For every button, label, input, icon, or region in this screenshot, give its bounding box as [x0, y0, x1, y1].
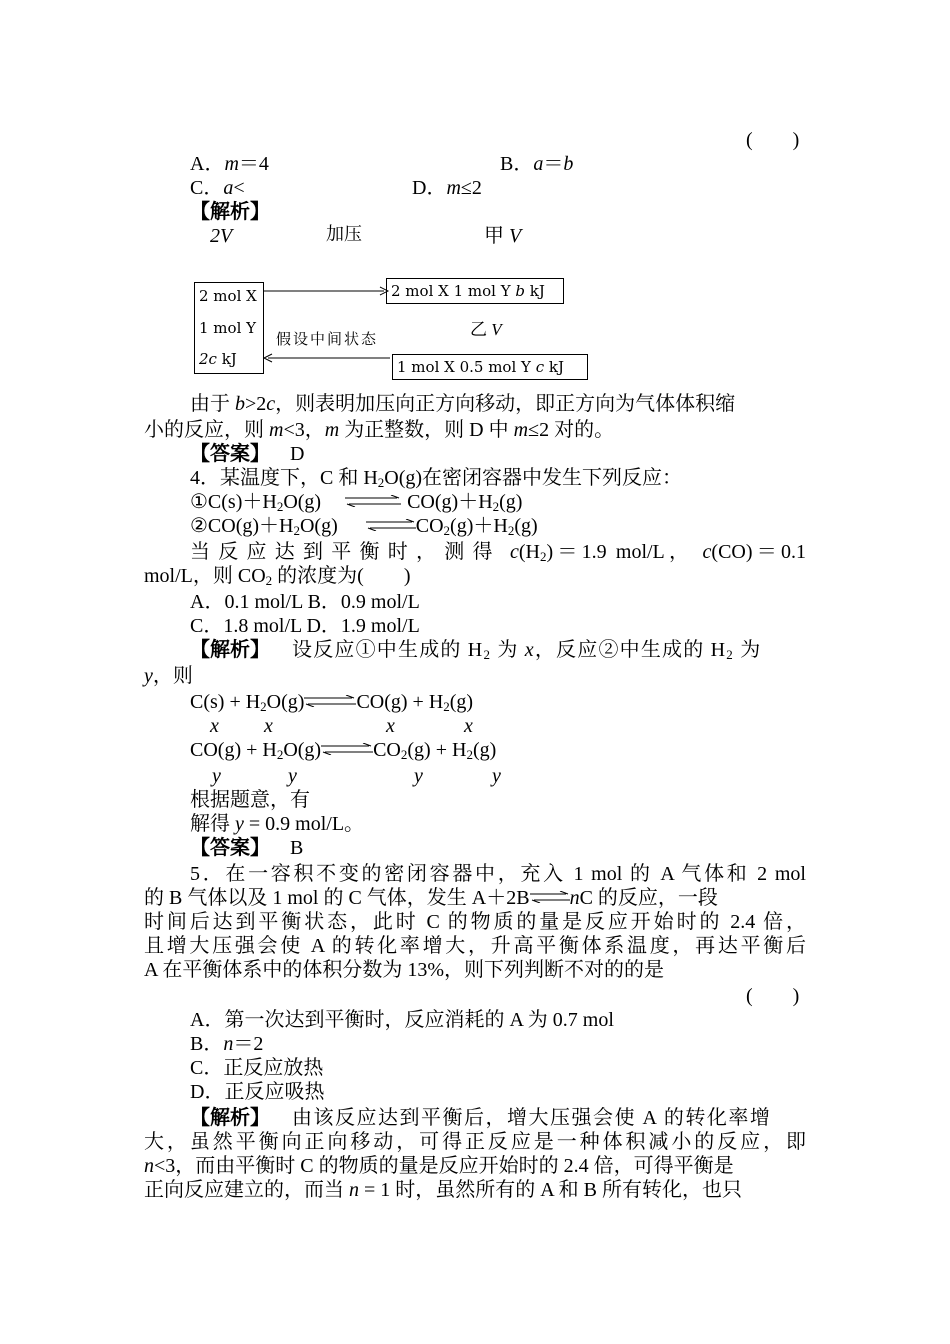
option-a: A．m＝4: [190, 153, 269, 175]
q4-eq2-var: y: [288, 765, 297, 787]
left-x: 2 mol X: [199, 287, 257, 305]
q5-option-d: D．正反应吸热: [190, 1081, 325, 1103]
yi-label: 乙 V: [470, 320, 502, 339]
q4-eq2-var: y: [212, 765, 221, 787]
q4-equation-2: $CO(g) + H_2O(g)$ $CO_2(g) + H_2(g)$: [190, 739, 497, 762]
explanation-line-1: 由于 b>2c，则表明加压向正方向移动，即正方向为气体体积缩: [190, 393, 736, 415]
option-c: C．a<: [190, 177, 245, 199]
assume-label: 假设中间状态: [276, 332, 379, 348]
q5-analysis-line-1: 【解析】 由该反应达到平衡后，增大压强会使 A 的转化率增: [190, 1107, 772, 1129]
equilibrium-arrow-icon: [304, 690, 356, 714]
q4-eq1-var: x: [464, 715, 473, 737]
q5-line-3: 时间后达到平衡状态，此时 C 的物质的量是反应开始时的 2.4 倍，: [144, 911, 806, 933]
left-y: 1 mol Y: [199, 319, 257, 337]
q4-reaction-1: $①C(s)+H_2O(g)$ $CO(g)+H_2(g)$: [190, 491, 523, 514]
q5-line-1: 5．在一容积不变的密闭容器中，充入 1 mol 的 A 气体和 2 mol: [190, 863, 806, 885]
q4-reaction-2: $②CO(g)+H_2O(g)$ $CO_2(g)+H_2(g)$: [190, 515, 538, 538]
q4-eq1-var: x: [386, 715, 395, 737]
left-heat: 2c kJ: [199, 350, 237, 368]
option-b: B．a＝b: [500, 153, 574, 175]
q4-basis: 根据题意，有: [190, 789, 310, 811]
q5-analysis-line-2: 大，虽然平衡向正向移动，可得正反应是一种体积减小的反应，即: [144, 1131, 806, 1153]
q4-eq2-var: y: [414, 765, 423, 787]
q4-solution: 解得 y = 0.9 mol/L。: [190, 813, 365, 835]
yi-content: 1 mol X 0.5 mol Y c kJ: [397, 358, 564, 376]
arrow-left-icon: [262, 350, 394, 366]
q5-option-a: A．第一次达到平衡时，反应消耗的 A 为 0.7 mol: [190, 1009, 614, 1031]
q5-option-c: C．正反应放热: [190, 1057, 324, 1079]
equilibrium-arrow-icon: [366, 514, 416, 538]
q4-eq1-var: x: [210, 715, 219, 737]
q5-line-2: 的 B 气体以及 1 mol 的 C 气体，发生 A＋2B nC 的反应，一段: [144, 887, 718, 909]
analysis-label: 【解析】: [190, 201, 270, 223]
jia-volume: 甲 V: [484, 225, 522, 247]
q4-analysis-line-1: 【解析】 设反应①中生成的 $H_2$ 为 x，反应②中生成的 $H_2$ 为: [190, 639, 762, 662]
pressurize-label: 加压: [326, 224, 362, 244]
left-state-box: [194, 282, 264, 374]
yi-state-box: [392, 354, 588, 380]
jia-state-box: [386, 278, 564, 304]
arrow-right-icon: [262, 283, 392, 299]
q5-option-b: B．n＝2: [190, 1033, 264, 1055]
q4-options-cd: C．1.8 mol/L D．1.9 mol/L: [190, 615, 420, 637]
q4-eq2-var: y: [492, 765, 501, 787]
equilibrium-arrow-icon: [345, 490, 401, 514]
q5-line-4: 且增大压强会使 A 的转化率增大，升高平衡体系温度，再达平衡后: [144, 935, 806, 957]
answer-line: 【答案】 D: [190, 443, 305, 465]
answer-paren: ( ): [746, 129, 800, 151]
equilibrium-arrow-icon: [321, 738, 373, 762]
jia-content: 2 mol X 1 mol Y b kJ: [391, 282, 545, 300]
q4-condition-line-2: mol/L，则 $CO_2$ 的浓度为( ): [144, 565, 411, 588]
q4-answer-line: 【答案】 B: [190, 837, 304, 859]
q4-equation-1: $C(s) + H_2O(g)$ $CO(g) + H_2(g)$: [190, 691, 474, 714]
volume-2v: 2V: [210, 225, 233, 247]
q5-answer-paren: ( ): [746, 985, 800, 1007]
q4-stem: 4．某温度下，C 和 $H_2O(g)$在密闭容器中发生下列反应：: [190, 467, 683, 490]
q5-line-5: A 在平衡体系中的体积分数为 13%，则下列判断不对的的是: [144, 959, 664, 981]
q4-analysis-line-2: y，则: [144, 665, 193, 687]
equilibrium-arrow-icon: [530, 886, 570, 910]
q4-condition-line-1: 当反应达到平衡时，测得 $c(H_2)=1.9$ mol/L， c(CO)＝0.1: [190, 541, 807, 564]
option-d: D．m≤2: [412, 177, 482, 199]
q4-options-ab: A．0.1 mol/L B．0.9 mol/L: [190, 591, 420, 613]
explanation-line-2: 小的反应，则 m<3，m 为正整数，则 D 中 m≤2 对的。: [144, 419, 615, 441]
q5-analysis-line-3: n<3，而由平衡时 C 的物质的量是反应开始时的 2.4 倍，可得平衡是: [144, 1155, 734, 1177]
q4-eq1-var: x: [264, 715, 273, 737]
q5-analysis-line-4: 正向反应建立的，而当 n = 1 时，虽然所有的 A 和 B 所有转化，也只: [144, 1179, 742, 1201]
